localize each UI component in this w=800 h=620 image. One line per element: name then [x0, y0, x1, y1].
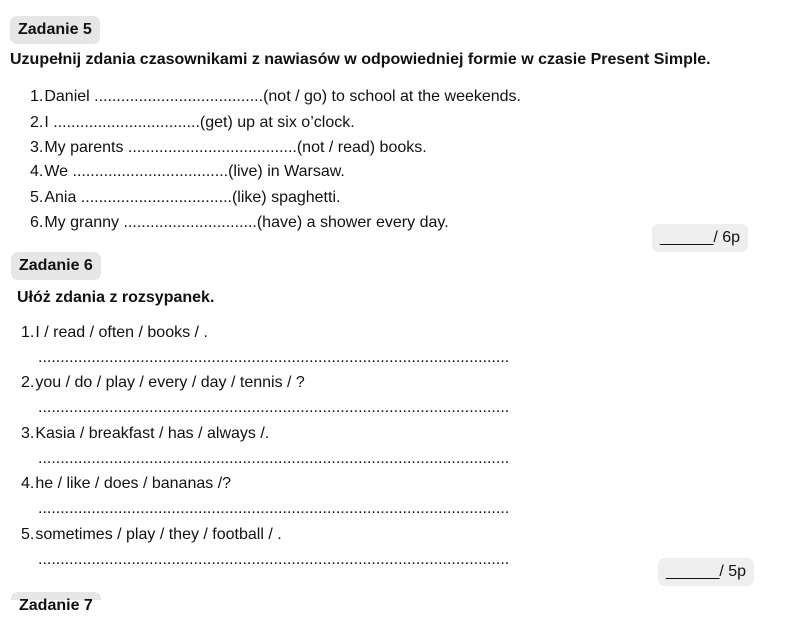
- zadanie-5-instruction: Uzupełnij zdania czasownikami z nawiasów w odpowiedniej formie w czasie Present Simple.: [10, 51, 711, 68]
- zadanie-5-score: ______/ 6p: [652, 224, 748, 252]
- zadanie-5-title: Zadanie 5: [10, 16, 100, 44]
- item-text: Daniel ......................................(not / go) to school at the weekends.: [44, 88, 521, 105]
- answer-line[interactable]: ..........................................................................................................: [38, 450, 510, 467]
- zadanie-5-item: [30, 213, 449, 233]
- zadanie-6-instruction: Ułóż zdania z rozsypanek.: [17, 289, 215, 306]
- item-text: he / like / does / bananas /?: [35, 475, 232, 492]
- item-number: 3.: [30, 139, 44, 156]
- zadanie-6-item: [21, 474, 231, 494]
- item-number: 2.: [21, 374, 35, 391]
- item-number: 4.: [21, 475, 35, 492]
- item-number: 5.: [21, 526, 35, 543]
- zadanie-6-title: Zadanie 6: [11, 252, 101, 280]
- zadanie-7-title: Zadanie 7: [11, 592, 101, 600]
- zadanie-5-item: [30, 113, 355, 133]
- answer-line[interactable]: ..........................................................................................................: [38, 500, 510, 517]
- item-number: 2.: [30, 114, 44, 131]
- answer-line[interactable]: ..........................................................................................................: [38, 551, 510, 568]
- item-number: 5.: [30, 189, 44, 206]
- item-text: We ...................................(live) in Warsaw.: [44, 163, 345, 180]
- item-text: you / do / play / every / day / tennis / ?: [35, 374, 305, 391]
- item-text: My parents ......................................(not / read) books.: [44, 139, 427, 156]
- zadanie-5-item: [30, 87, 521, 107]
- zadanie-6-score: ______/ 5p: [658, 558, 754, 586]
- item-text: I / read / often / books / .: [35, 324, 208, 341]
- item-text: Ania ..................................(like) spaghetti.: [44, 189, 341, 206]
- item-text: I .................................(get) up at six o’clock.: [44, 114, 355, 131]
- zadanie-6-item: [21, 424, 269, 444]
- item-number: 3.: [21, 425, 35, 442]
- zadanie-6-item: [21, 323, 208, 343]
- item-text: Kasia / breakfast / has / always /.: [35, 425, 270, 442]
- item-number: 1.: [21, 324, 35, 341]
- answer-line[interactable]: ..........................................................................................................: [38, 399, 510, 416]
- item-text: sometimes / play / they / football / .: [35, 526, 282, 543]
- answer-line[interactable]: ..........................................................................................................: [38, 349, 510, 366]
- zadanie-6-item: [21, 525, 282, 545]
- zadanie-6-item: [21, 373, 305, 393]
- item-number: 4.: [30, 163, 44, 180]
- zadanie-5-item: [30, 162, 345, 182]
- zadanie-5-item: [30, 138, 427, 158]
- item-number: 6.: [30, 214, 44, 231]
- zadanie-5-item: [30, 188, 340, 208]
- item-text: My granny ..............................(have) a shower every day.: [44, 214, 449, 231]
- item-number: 1.: [30, 88, 44, 105]
